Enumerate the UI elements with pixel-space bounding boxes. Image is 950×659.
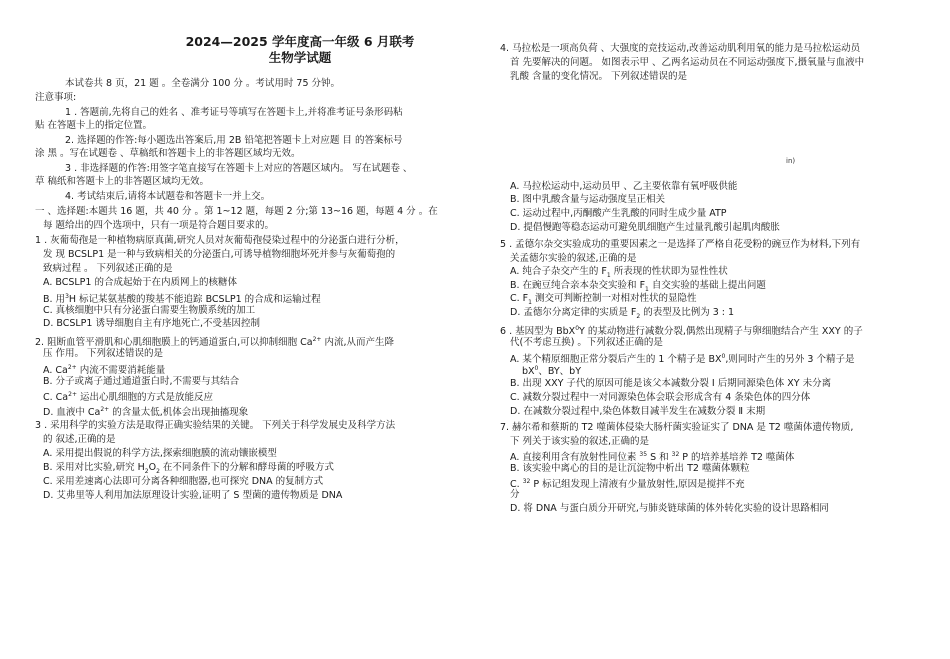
q6-option-d: D. 在减数分裂过程中,染色体数目减半发生在减数分裂 Ⅱ 末期 <box>510 406 766 417</box>
q5-stem: 5 . 孟德尔杂交实验成功的重要因素之一是选择了严格自花受粉的豌豆作为材料,下列有 <box>500 239 861 250</box>
q6-option-c: C. 减数分裂过程中一对同源染色体会联会形成含有 4 条染色体的四分体 <box>510 392 811 403</box>
q1-stem: 1 . 灰葡萄孢是一种植物病原真菌,研究人员对灰葡萄孢侵染过程中的分泌蛋白进行分析， <box>35 235 405 246</box>
q3-stem: 3 . 采用科学的实验方法是取得正确实验结果的关键。 下列关于科学发展史及科学方法 <box>35 420 396 431</box>
q1-stem: 发 现 BCSLP1 是一种与致病相关的分泌蛋白,可诱导植物细胞坏死并参与灰葡萄孢的 <box>43 249 396 260</box>
q4-stem: 4. 马拉松是一项高负荷 、大强度的竞技运动,改善运动肌利用氧的能力是马拉松运动员 <box>500 43 861 54</box>
q7-option-d: D. 将 DNA 与蛋白质分开研究,与肺炎链球菌的体外转化实验的设计思路相同 <box>510 503 829 514</box>
q5-stem: 关孟德尔实验的叙述,正确的是 <box>510 253 637 264</box>
q6-option-b: B. 出现 XXY 子代的原因可能是该父本减数分裂 Ⅰ 后期同源染色体 XY 未分离 <box>510 378 832 389</box>
note-line: 1 . 答题前,先将自己的姓名 、准考证号等填写在答题卡上,并将准考证号条形码粘 <box>65 107 403 118</box>
q7-stem: 下 列关于该实验的叙述,正确的是 <box>510 436 650 447</box>
q4-option-b: B. 图中乳酸含量与运动强度呈正相关 <box>510 194 666 205</box>
q4-figure <box>500 84 920 170</box>
q2-option-b: B. 分子或离子通过通道蛋白时,不需要与其结合 <box>43 376 240 387</box>
q5-option-c: C. $F_1$ 测交可判断控制一对相对性状的显隐性 <box>510 293 697 306</box>
q7-option-c: C. $^{32}$ P 标记组发现上清液有少量放射性,原因是搅拌不充 <box>510 478 745 491</box>
q3-stem: 的 叙述,正确的是 <box>43 434 116 445</box>
q4-option-a: A. 马拉松运动中,运动员甲 、乙主要依靠有氧呼吸供能 <box>510 181 738 192</box>
exam-title: 2024—2025 学年度高一年级 6 月联考 <box>185 34 415 49</box>
q5-option-b: B. 在豌豆纯合亲本杂交实验和 $F_1$ 自交实验的基础上提出问题 <box>510 280 766 293</box>
q3-option-d: D. 艾弗里等人利用加法原理设计实验,证明了 S 型菌的遗传物质是 DNA <box>43 490 343 501</box>
note-line: 3 . 非选择题的作答:用签字笔直接写在答题卡上对应的答题区域内。 写在试题卷 、 <box>65 163 413 174</box>
q6-option-a: A. 某个精原细胞正常分裂后产生的 1 个精子是 $BX^0$,则同时产生的另外 3 个精子是 <box>510 353 855 366</box>
q1-stem: 致病过程 。 下列叙述正确的是 <box>43 263 173 274</box>
q7-option-a: A. 直接利用含有放射性同位素 $^{35}$ S 和 $^{32}$ P 的培养基培养 T2 噬菌体 <box>510 451 795 464</box>
q4-stem: 首 先要解决的问题。 如图表示甲 、乙两名运动员在不同运动强度下,摄氧量与血液中 <box>510 57 865 68</box>
q7-option-c-cont: 分 <box>510 489 520 500</box>
q7-stem: 7. 赫尔希和蔡斯的 T2 噬菌体侵染大肠杆菌实验证实了 DNA 是 T2 噬菌体遗传物质, <box>500 422 854 433</box>
exam-summary: 本试卷共 8 页，21 题 。全卷满分 100 分 。考试用时 75 分钟。 <box>65 78 341 89</box>
q3-option-c: C. 采用差速离心法即可分离各种细胞器,也可探究 DNA 的复制方式 <box>43 476 324 487</box>
q1-option-c: C. 真核细胞中只有分泌蛋白需要生物膜系统的加工 <box>43 305 256 316</box>
q6-stem: 6 . 基因型为 BbX$^0$Y 的某动物进行减数分裂,偶然出现精子与卵细胞结合产生 XXY 的子 <box>500 325 863 338</box>
q6-stem: 代(不考虑互换) 。下列叙述正确的是 <box>510 337 663 348</box>
q5-option-d: D. 孟德尔分离定律的实质是 $F_2$ 的表型及比例为 3 : 1 <box>510 307 735 320</box>
q1-option-a: A. BCSLP1 的合成起始于在内质网上的核糖体 <box>43 277 237 288</box>
note-line: 贴 在答题卡上的指定位置。 <box>35 120 153 131</box>
q2-stem: 2. 阻断血管平滑肌和心肌细胞膜上的钙通道蛋白,可以抑制细胞 $Ca^{2+}$ 内流,从而产生降 <box>35 336 394 349</box>
q4-stem: 乳酸 含量的变化情况。 下列叙述错误的是 <box>510 71 688 82</box>
q2-stem: 压 作用。 下列叙述错误的是 <box>43 348 164 359</box>
q3-option-b: B. 采用对比实验,研究 $H_2O_2$ 在不同条件下的分解和酵母菌的呼吸方式 <box>43 462 334 475</box>
note-line: 2. 选择题的作答:每小题选出答案后,用 2B 铅笔把答题卡上对应题 目 的答案标号 <box>65 135 403 146</box>
note-line: 涂 黑 。写在试题卷 、草稿纸和答题卡上的非答题区域均无效。 <box>35 148 301 159</box>
q1-option-b: B. 用$^3$H 标记某氨基酸的羧基不能追踪 BCSLP1 的合成和运输过程 <box>43 293 321 306</box>
section-heading-cont: 每 题给出的四个选项中，只有一项是符合题目要求的。 <box>43 220 275 231</box>
note-line: 草 稿纸和答题卡上的非答题区域均无效。 <box>35 176 210 187</box>
q2-option-a: A. $Ca^{2+}$ 内流不需要消耗能量 <box>43 364 166 377</box>
q4-option-c: C. 运动过程中,丙酮酸产生乳酸的同时生成少量 ATP <box>510 208 727 219</box>
notes-heading: 注意事项: <box>35 92 77 103</box>
q2-option-d: D. 血液中 $Ca^{2+}$ 的含量太低,机体会出现抽搐现象 <box>43 406 249 419</box>
q2-option-c: C. $Ca^{2+}$ 运出心肌细胞的方式是放能反应 <box>43 391 214 404</box>
q4-figure-label: in) <box>786 157 796 165</box>
section-heading: 一 、选择题:本题共 16 题，共 40 分 。第 1~12 题，每题 2 分;第 13~16 题，每题 4 分 。在 <box>35 206 438 217</box>
q6-option-a-cont: $bX^0$、BY、bY <box>522 365 582 378</box>
note-line: 4. 考试结束后,请将本试题卷和答题卡一并上交。 <box>65 191 271 202</box>
exam-subject: 生物学试题 <box>268 50 332 65</box>
q7-option-b: B. 该实验中离心的目的是让沉淀物中析出 T2 噬菌体颗粒 <box>510 463 750 474</box>
q5-option-a: A. 纯合子杂交产生的 $F_1$ 所表现的性状即为显性性状 <box>510 266 728 279</box>
q1-option-d: D. BCSLP1 诱导细胞自主有序地死亡,不受基因控制 <box>43 318 260 329</box>
q3-option-a: A. 采用提出假说的科学方法,探索细胞膜的流动镶嵌模型 <box>43 448 277 459</box>
q4-option-d: D. 提倡慢跑等稳态运动可避免肌细胞产生过量乳酸引起肌肉酸胀 <box>510 222 780 233</box>
